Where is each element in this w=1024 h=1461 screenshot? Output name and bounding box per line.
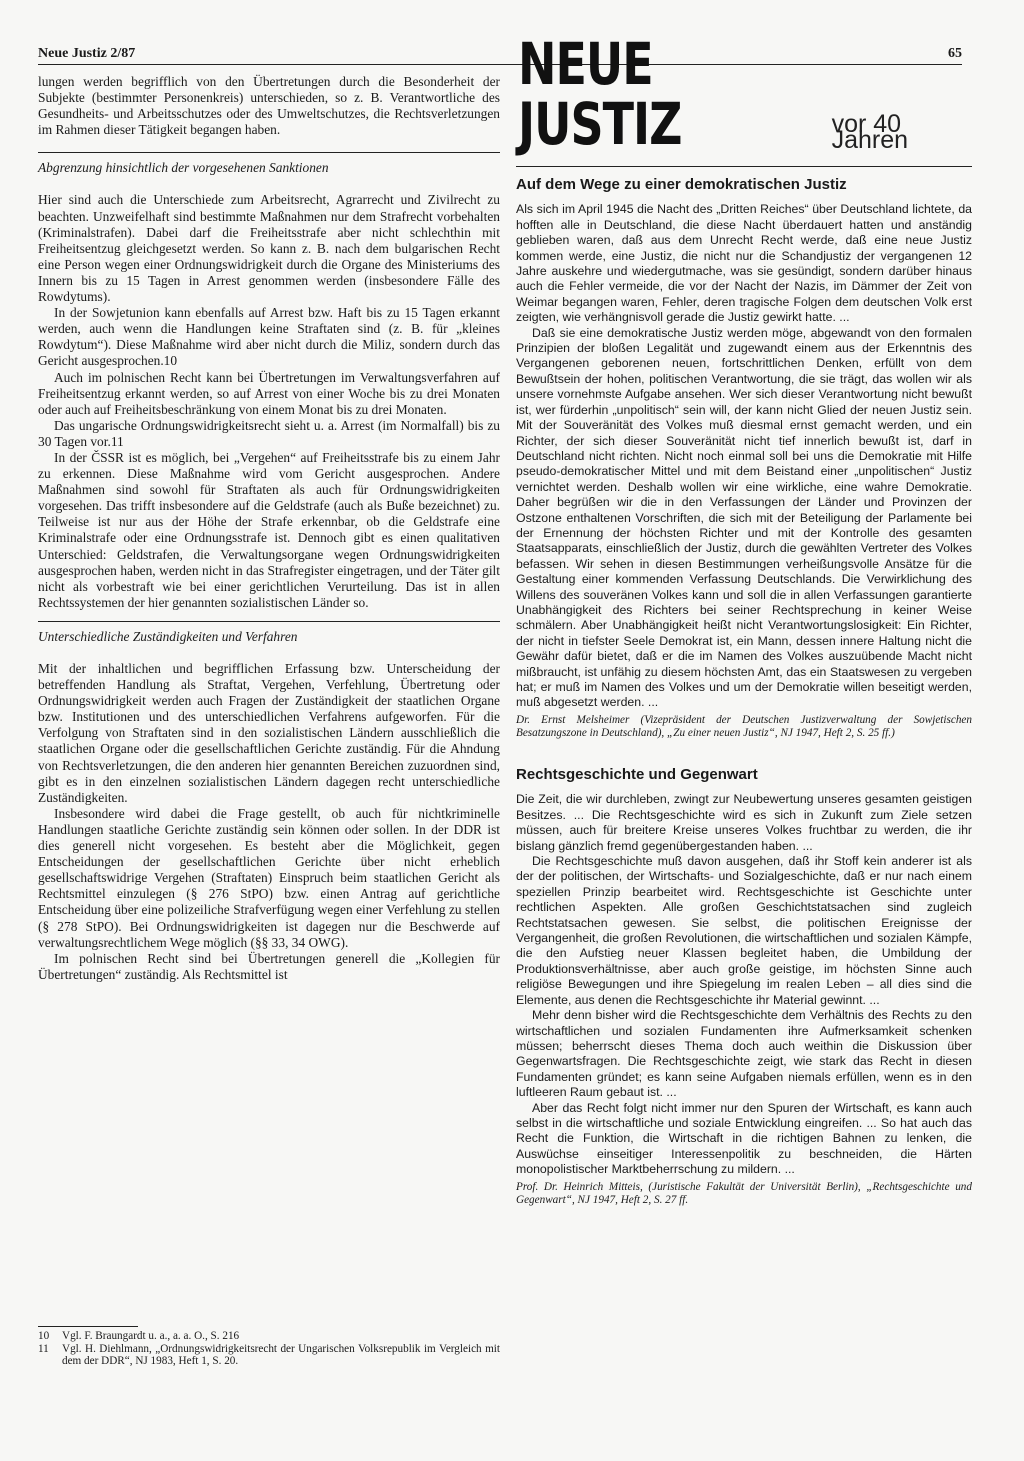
intro-paragraph: lungen werden begrifflich von den Übertretungen durch die Besonderheit der Subjekte (bestimmter Personenkreis) unterschieden, so z. B. Verantwortliche des Gesundheits- und Arbeitsschutzes oder des Umweltschutzes, die Rechtsverletzungen im Rahmen dieser Tätigkeit begangen haben. [38, 74, 500, 138]
footnote-rule [38, 1326, 138, 1327]
section-heading-sanctions: Abgrenzung hinsichtlich der vorgesehenen Sanktionen [38, 152, 500, 176]
article-paragraph: Daß sie eine demokratische Justiz werden möge, abgewandt von den formalen Prinzipien der bloßen Legalität und zugewandt einem aus der Erkenntnis des Vergangenen geborenen neuen, fortschrittlichen Denken, erfüllt von dem Bewußtsein der hohen, politischen Verantwortung, die sie trägt, das wollen wir als unsere vornehmste Aufgabe ansehen. Wer sich dieser Verantwortung nicht bewußt ist, wer fürderhin „unpolitisch“ sein will, der kann nicht Glied der neuen Justiz sein. Mit der Souveränität des Volkes muß diesmal ernst gemacht werden, und ein Richter, der sich dieser Souveränität nicht tief innerlich bewußt ist, darf in Deutschland nicht richten. Nicht noch einmal soll bei uns die Demokratie mit Hilfe pseudo-demokratischer Mittel und mit dem Beistand einer „unpolitischen“ Justiz vernichtet werden. Deshalb wollen wir eine wirkliche, eine wahre Demokratie. Daher begrüßen wir die in den Verfassungen der Länder und Provinzen der Ostzone enthaltenen Vorschriften, die sich mit der Beteiligung der Parlamente bei der Ernennung der höchsten Richter und mit der Kontrolle des gesamten Staatsapparats, einschließlich der Justiz, durch die gewählten Vertreter des Volkes befassen. Wir sehen in diesen Bestimmungen verheißungsvolle Ansätze für die Gestaltung einer kommenden Verfassung Deutschlands. Die Verwirklichung des Willens des souveränen Volkes kann und soll die in allen Verfassungen garantierte Unabhängigkeit des Richters bei seiner Rechtsprechung in keiner Weise schmälern. Aber Unabhängigkeit heißt nicht Verantwortungslosigkeit: Ein Richter, der nicht in tiefster Seele Demokrat ist, ein Mann, dessen innere Haltung nicht die Gewähr dafür bietet, daß er die im Namen des Volkes auszuübende Macht nicht mißbraucht, ist unfähig zu diesem höchsten Amt, das ein Staatswesen zu vergeben hat; er muß im Namen des Volkes und um der Demokratie willen beseitigt werden, muß abgesetzt werden. ... [516, 325, 972, 710]
masthead-subtitle: vor 40 Jahren [831, 110, 909, 154]
article-paragraph: Aber das Recht folgt nicht immer nur den Spuren der Wirtschaft, es kann auch selbst in die wirtschaftliche und soziale Entwicklung eingreifen. ... So hat auch das Recht die Funktion, die Wirtschaft in die richtigen Bahnen zu lenken, die Auswüchse einseitiger Interessenpolitik zu beschneiden, die Härten monopolistischer Marktbeherrschung zu mildern. ... [516, 1100, 972, 1177]
page-number: 65 [948, 46, 962, 61]
body-paragraph: Das ungarische Ordnungswidrigkeitsrecht sieht u. a. Arrest (im Normalfall) bis zu 30 Tagen vor.11 [38, 417, 500, 449]
neue-justiz-logo: NEUE JUSTIZ [518, 30, 682, 158]
article-paragraph: Als sich im April 1945 die Nacht des „Dritten Reiches“ über Deutschland lichtete, da hofften alle in Deutschland, die diese Nacht überdauert hatten und anständig geblieben waren, daß aus dem Unrecht Recht werde, daß eine neue Justiz kommen werde, eine Justiz, die nicht nur die Schandjustiz der vergangenen 12 Jahre auskehre und wiedergutmache, was sie gesündigt, sondern darüber hinaus auch die Fehler vermeide, die vor der Nacht der Nazis, im Dämmer der Zeit von Weimar begangen waren, Fehler, deren tragische Folgen dem deutschen Volk erst zeigten, wie verhängnisvoll gerade die Justiz gewirkt hatte. ... [516, 202, 972, 325]
footnote [38, 1343, 500, 1368]
footnote [38, 1330, 500, 1343]
header-rule [38, 64, 962, 65]
footnote-text: Vgl. H. Diehlmann, „Ordnungswidrigkeitsrecht der Ungarischen Volksrepublik im Vergleich mit dem der DDR“, NJ 1983, Heft 1, S. 20. [62, 1342, 500, 1368]
body-paragraph: In der Sowjetunion kann ebenfalls auf Arrest bzw. Haft bis zu 15 Tagen erkannt werden, auch wenn die Handlungen keine Straftaten sind (z. B. für „kleines Rowdytum“). Diese Maßnahme wird aber nicht durch die Miliz, sondern durch das Gericht ausgesprochen.10 [38, 305, 500, 369]
footnote-number: 11 [38, 1342, 49, 1355]
article-paragraph: Die Zeit, die wir durchleben, zwingt zur Neubewertung unseres gesamten geistigen Besitzes. ... Die Rechtsgeschichte wird es sich in Zukunft zum Ziele setzen müssen, auch für breitere Kreise unseres Volkes fruchtbar zu werden, die ihr bislang gänzlich fremd gegenübergestanden haben. ... [516, 792, 972, 853]
article-citation: Prof. Dr. Heinrich Mitteis, (Juristische Fakultät der Universität Berlin), „Rechtsgeschichte und Gegenwart“, NJ 1947, Heft 2, S. 27 ff. [516, 1180, 972, 1207]
article-paragraph: Die Rechtsgeschichte muß davon ausgehen, daß ihr Stoff kein anderer ist als der der politischen, der Wirtschafts- und Sozialgeschichte, daß er nur nach einem speziellen Prinzip bearbeitet wird. Rechtsgeschichte ist Geschichte unter rechtlichen Aspekten. Alle großen Geschichtstatsachen sind zugleich Rechtstatsachen gewesen. Sie selbst, die politischen Ereignisse der Vergangenheit, die großen Revolutionen, die wirtschaftlichen und sozialen Kämpfe, die den Aufstieg neuer Klassen begleitet haben, die Umbildung der Produktionsverhältnisse, aber auch große geistige, im höchsten Sinne auch religiöse Bewegungen und ihre Spiegelung im realen Leben – all dies sind die Elemente, aus denen die Rechtsgeschichte ihr Material gewinnt. ... [516, 854, 972, 1007]
article-title: Rechtsgeschichte und Gegenwart [516, 766, 758, 783]
body-paragraph: Mit der inhaltlichen und begrifflichen Erfassung bzw. Unterscheidung der betreffenden Handlung als Straftat, Vergehen, Verfehlung, Übertretung oder Ordnungswidrigkeit werden auch Fragen der Zuständigkeit der staatlichen Organe bzw. Institutionen und des unterschiedlichen Verfahrens aufgeworfen. Für die Verfolgung von Straftaten sind in den sozialistischen Ländern ausschließlich die staatlichen Organe oder die gesellschaftlichen Gerichte zuständig. Für die Ahndung von Rechtsverletzungen, die den anderen hier genannten Bereichen zuzuordnen sind, gibt es in den einzelnen sozialistischen Ländern dagegen recht unterschiedliche Zuständigkeiten. [38, 661, 500, 805]
body-paragraph: Hier sind auch die Unterschiede zum Arbeitsrecht, Agrarrecht und Zivilrecht zu beachten. Unzweifelhaft sind bestimmte Maßnahmen nur dem Strafrecht vorbehalten (Kriminalstrafen). Dabei darf die Freiheitsstrafe aber nicht schlechthin mit Freiheitsentzug gleichgesetzt werden. So kann z. B. nach dem bulgarischen Recht eine Person wegen einer Ordnungswidrigkeit durch die Organe des Ministeriums des Innern bis zu 15 Tagen in Arrest genommen werden (insbesondere Fälle des Rowdytums). [38, 192, 500, 305]
section-heading-jurisdiction: Unterschiedliche Zuständigkeiten und Verfahren [38, 621, 500, 645]
left-column [38, 74, 500, 983]
article-citation: Dr. Ernst Melsheimer (Vizepräsident der Deutschen Justizverwaltung der Sowjetischen Besatzungszone in Deutschland), „Zu einer neuen Justiz“, NJ 1947, Heft 2, S. 25 ff.) [516, 713, 972, 740]
footnote-number: 10 [38, 1330, 50, 1342]
footnote-text: Vgl. F. Braungardt u. a., a. a. O., S. 216 [62, 1330, 240, 1342]
article-title: Auf dem Wege zu einer demokratischen Justiz [516, 176, 847, 193]
body-paragraph: Insbesondere wird dabei die Frage gestellt, ob auch für nichtkriminelle Handlungen staatliche Gerichte zuständig sein können oder sollen. In der DDR ist dies generell nicht vorgesehen. Es besteht aber die Möglichkeit, gegen Entscheidungen der gesellschaftlichen Gerichte über nicht erheblich gesellschaftswidrige Vergehen (Straftaten) Einspruch beim staatlichen Gericht als Rechtsmittel einzulegen (§ 276 StPO) bzw. einen Antrag auf gerichtliche Entscheidung über eine polizeiliche Strafverfügung wegen einer Verfehlung zu stellen (§ 278 StPO). Bei Ordnungswidrigkeiten ist dagegen nur die Beschwerde auf verwaltungsrechtlichem Wege möglich (§§ 33, 34 OWG). [38, 805, 500, 950]
article-paragraph: Mehr denn bisher wird die Rechtsgeschichte dem Verhältnis des Rechts zu den wirtschaftlichen und sozialen Fundamenten ihre Aufmerksamkeit schenken müssen; beherrscht dieses Thema doch auch weithin die Diskussion über Gegenwartsfragen. Die Rechtsgeschichte zeigt, wie stark das Recht in diesen Fundamenten gründet; es kann seine Aufgaben niemals erfüllen, wenn es in den luftleeren Raum gebaut ist. ... [516, 1008, 972, 1100]
masthead-rule [516, 166, 972, 167]
body-paragraph: Im polnischen Recht sind bei Übertretungen generell die „Kollegien für Übertretungen“ zuständig. Als Rechtsmittel ist [38, 950, 500, 982]
running-header-journal: Neue Justiz 2/87 [38, 46, 136, 61]
body-paragraph: Auch im polnischen Recht kann bei Übertretungen im Verwaltungsverfahren auf Freiheitsentzug erkannt werden, so auf Arrest von einer Woche bis zu drei Monaten oder auch auf Freiheitsbeschränkung von einem Monat bis zu drei Monaten. [38, 369, 500, 417]
footnotes [38, 1330, 500, 1368]
body-paragraph: In der ČSSR ist es möglich, bei „Vergehen“ auf Freiheitsstrafe bis zu einem Jahr zu erkennen. Diese Maßnahme wird vom Gericht ausgesprochen. Andere Maßnahmen sind sowohl für Straftaten als auch für Ordnungswidrigkeiten vorgesehen. Das trifft insbesondere auf die Geldstrafe (auch als Buße bezeichnet) zu. Teilweise ist nur aus der Höhe der Strafe erkennbar, ob die Geldstrafe eine Kriminalstrafe oder eine Ordnungsstrafe ist. Dennoch gibt es einen qualitativen Unterschied: Geldstrafen, die Verwaltungsorgane wegen Ordnungswidrigkeiten ausgesprochen haben, werden nicht in das Strafregister eingetragen, und der Täter gilt nicht als vorbestraft wie bei einer gerichtlichen Verurteilung. Das ist in allen Rechtssystemen der hier genannten sozialistischen Länder so. [38, 449, 500, 610]
